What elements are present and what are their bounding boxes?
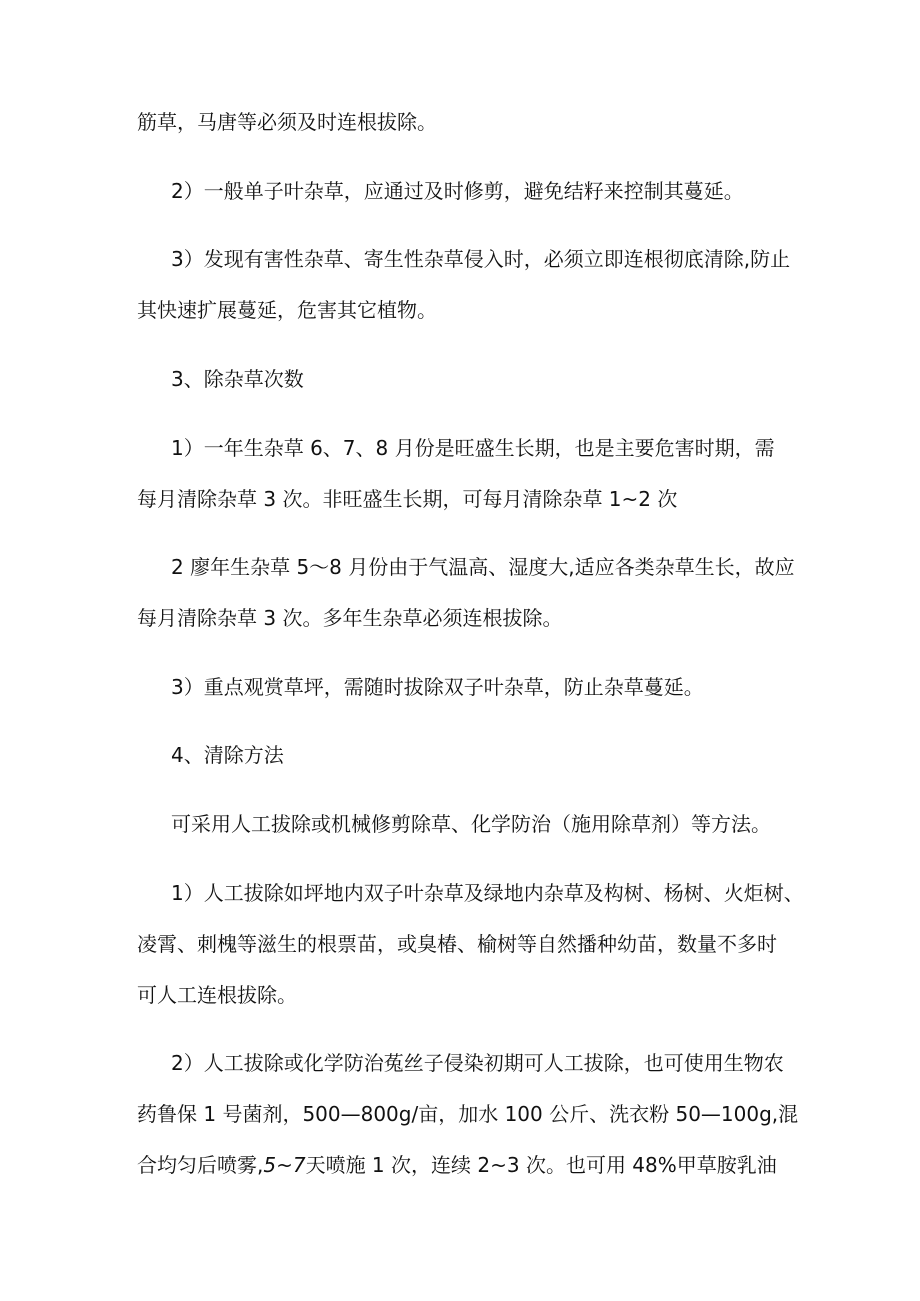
paragraph-line: 2 廖年生杂草 5～8 月份由于气温高、湿度大,适应各类杂草生长，故应 [171,555,795,579]
paragraph-line: 3）发现有害性杂草、寄生性杂草侵入时，必须立即连根彻底清除,防止 [171,247,791,271]
paragraph-line: 可人工连根拔除。 [137,983,297,1007]
paragraph-line: 2）一般单子叶杂草，应通过及时修剪，避免结籽来控制其蔓延。 [171,179,744,203]
section-heading: 3、除杂草次数 [171,367,304,391]
paragraph-line: 药鲁保 1 号菌剂，500—800g/亩，加水 100 公斤、洗衣粉 50—100g,混 [137,1102,799,1126]
paragraph-line: 1）人工拔除如坪地内双子叶杂草及绿地内杂草及构树、杨树、火炬树、 [171,881,804,905]
paragraph-line: 可采用人工拔除或机械修剪除草、化学防治（施用除草剂）等方法。 [171,812,771,836]
paragraph-line: 1）一年生杂草 6、7、8 月份是旺盛生长期，也是主要危害时期，需 [171,436,775,460]
paragraph-line: 3）重点观赏草坪，需随时拔除双子叶杂草，防止杂草蔓延。 [171,675,704,699]
paragraph-line: 其快速扩展蔓延，危害其它植物。 [137,298,437,322]
paragraph-line: 每月清除杂草 3 次。多年生杂草必须连根拔除。 [137,606,563,630]
text-run: 合均匀后喷雾, [137,1153,264,1177]
text-run: 天喷施 1 次，连续 2~3 次。也可用 48%甲草胺乳油 [305,1153,777,1177]
paragraph-line: 每月清除杂草 3 次。非旺盛生长期，可每月清除杂草 1~2 次 [137,487,678,511]
paragraph-line: 2）人工拔除或化学防治菟丝子侵染初期可人工拔除，也可使用生物农 [171,1051,784,1075]
italic-text-run: 5~7 [263,1153,306,1177]
paragraph-line: 筋草，马唐等必须及时连根拔除。 [137,110,437,134]
paragraph-line: 凌霄、刺槐等滋生的根票苗，或臭椿、榆树等自然播种幼苗，数量不多时 [137,932,777,956]
section-heading: 4、清除方法 [171,743,284,767]
paragraph-line [137,1152,920,1178]
